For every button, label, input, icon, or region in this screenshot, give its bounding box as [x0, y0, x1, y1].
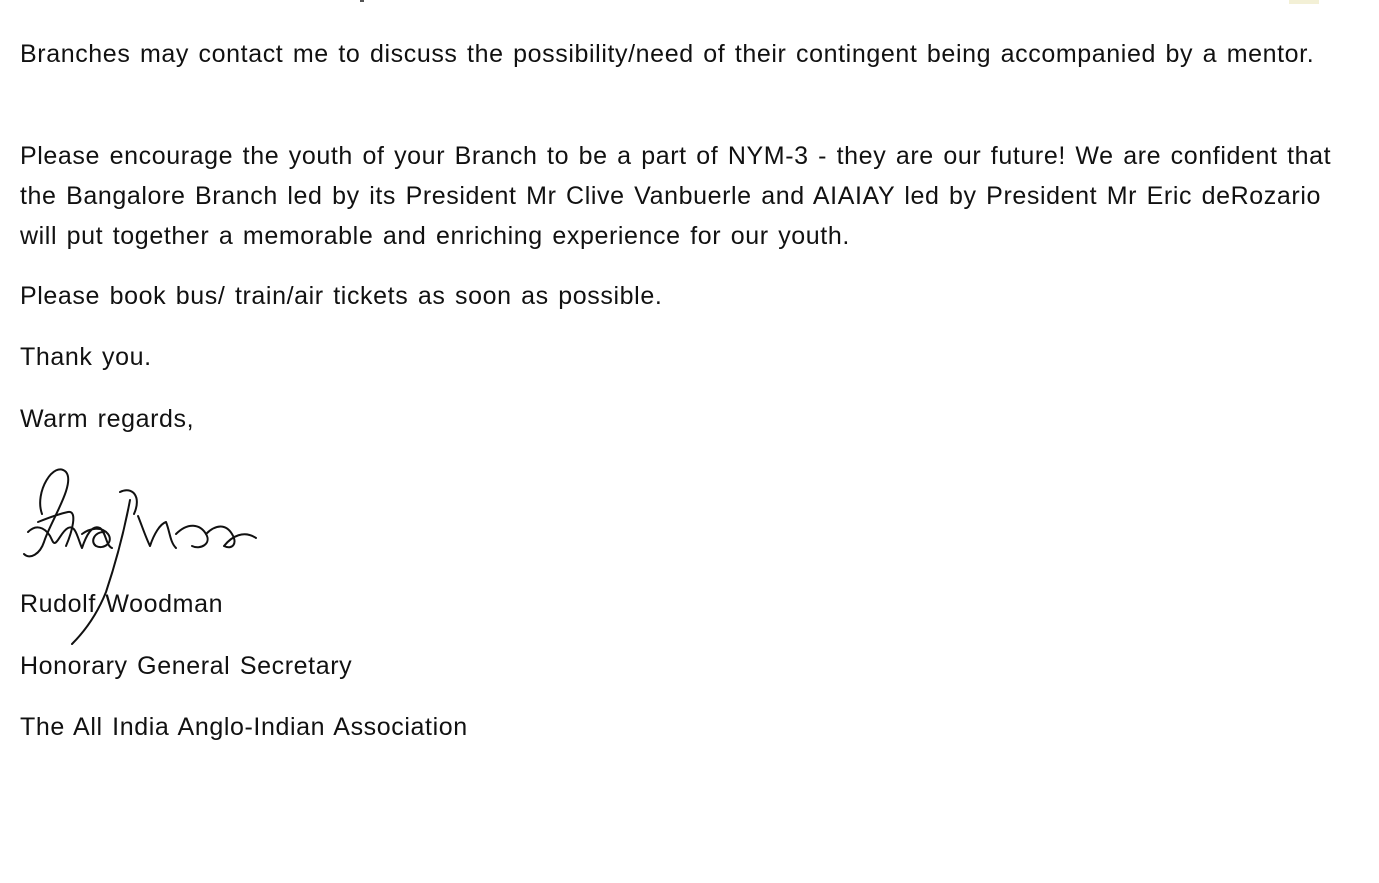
encouragement-paragraph: Please encourage the youth of your Branch to be a part of NYM-3 - they are our future! We are confident that the Bangalore Branch led by its President Mr Clive Vanbuerle and AIAIAY led by President Mr Eric deRozario will put together a memorable and enriching experience for our youth. [20, 142, 1332, 250]
thanks-line: Thank you. [20, 343, 152, 371]
page-edge-mark [360, 0, 364, 2]
booking-paragraph: Please book bus/ train/air tickets as soon as possible. [20, 282, 663, 310]
closing-line: Warm regards, [20, 405, 195, 433]
handwritten-signature-icon [20, 462, 260, 652]
signatory-name: Rudolf Woodman [20, 590, 224, 618]
mentor-paragraph: Branches may contact me to discuss the possibility/need of their contingent being accompanied by a mentor. [20, 40, 1315, 68]
signatory-organization: The All India Anglo-Indian Association [20, 713, 468, 741]
page-corner-mark [1289, 0, 1319, 4]
signatory-title: Honorary General Secretary [20, 652, 353, 680]
